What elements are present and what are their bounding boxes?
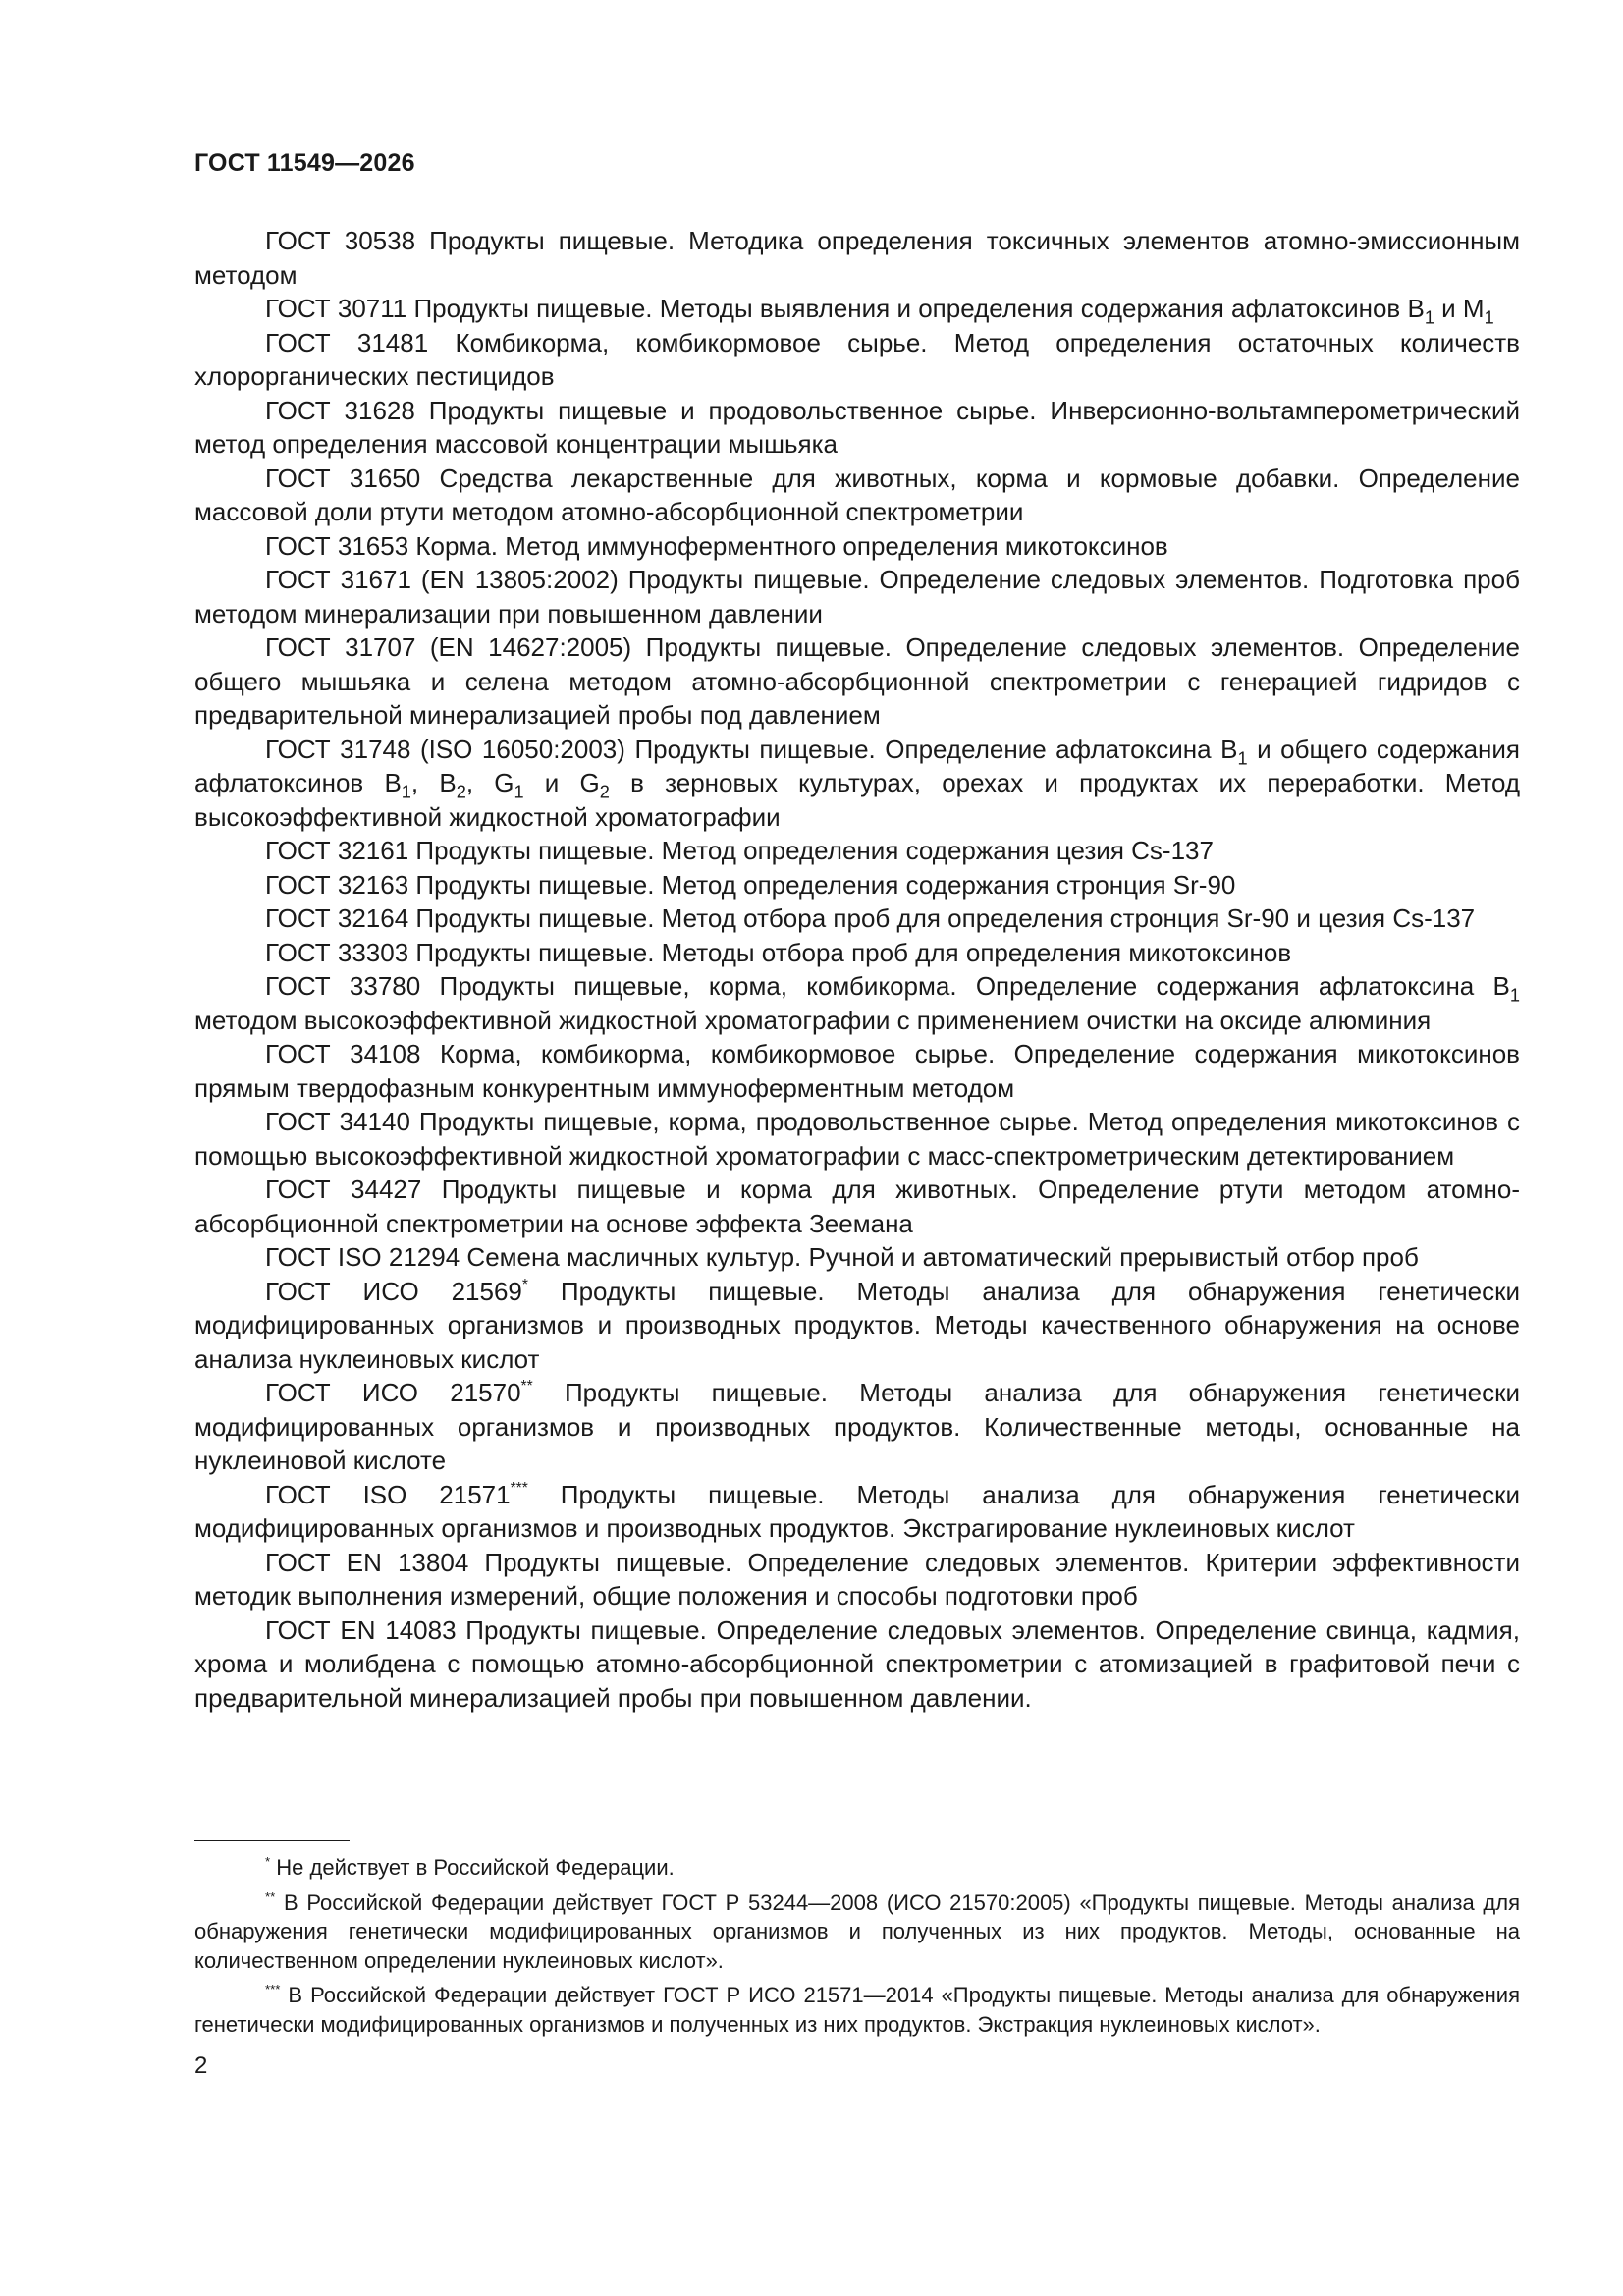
reference-code: ГОСТ 32163 bbox=[265, 869, 409, 900]
reference-code: ГОСТ 31628 bbox=[265, 395, 415, 425]
footnote-text: Не действует в Российской Федерации. bbox=[276, 1855, 675, 1880]
reference-entry bbox=[194, 326, 1520, 394]
page-number: 2 bbox=[194, 2052, 208, 2079]
reference-code: ГОСТ 34427 bbox=[265, 1175, 422, 1204]
reference-code: ГОСТ EN 14083 bbox=[265, 1614, 457, 1645]
reference-title: Продукты пищевые. Метод определения содержания стронция Sr-90 bbox=[415, 869, 1236, 900]
reference-code: ГОСТ 33303 bbox=[265, 937, 409, 967]
reference-title: Продукты пищевые. Методы анализа для обнаружения генетически модифицированных организмов и производных продуктов. Количественные методы, основанные на нуклеиновой кислоте bbox=[194, 1378, 1520, 1475]
reference-code: ГОСТ ИСО 21570 bbox=[265, 1378, 521, 1407]
reference-title: Продукты пищевые. Метод отбора проб для определения стронция Sr-90 и цезия Cs-137 bbox=[415, 903, 1476, 933]
reference-code: ГОСТ 32164 bbox=[265, 903, 409, 933]
reference-code: ГОСТ EN 13804 bbox=[265, 1547, 469, 1577]
reference-entry bbox=[194, 936, 1520, 970]
reference-entry bbox=[194, 1613, 1520, 1716]
reference-title-part: , G bbox=[465, 768, 514, 797]
reference-code: ГОСТ ISO 21571 bbox=[265, 1479, 511, 1509]
reference-title: Продукты пищевые, корма, продовольственное сырье. Метод определения микотоксинов с помощью высокоэффективной жидкостной хроматографии с масс-спектрометрическим детектированием bbox=[194, 1107, 1520, 1171]
reference-code: ГОСТ 34140 bbox=[265, 1107, 410, 1136]
subscript: 1 bbox=[1424, 307, 1434, 328]
footnote-mark: ** bbox=[520, 1378, 533, 1395]
reference-title-part: методом высокоэффективной жидкостной хроматографии с применением очистки на оксиде алюминия bbox=[194, 1005, 1432, 1035]
reference-entry bbox=[194, 969, 1520, 1037]
reference-title: Продукты пищевые. Метод определения содержания цезия Cs-137 bbox=[415, 836, 1214, 865]
reference-title-part: , B bbox=[410, 768, 457, 797]
reference-code: ГОСТ 34108 bbox=[265, 1039, 421, 1068]
reference-title: Продукты пищевые. Определение следовых элементов. Определение свинца, кадмия, хрома и молибдена с помощью атомно-абсорбционной спектрометрии с атомизацией в графитовой печи с предварительной минерализацией пробы при повышенном давлении. bbox=[194, 1614, 1520, 1713]
reference-entry bbox=[194, 1275, 1520, 1377]
reference-code: ГОСТ 32161 bbox=[265, 836, 409, 865]
reference-title-part: и общего содержания афлатоксинов B bbox=[194, 734, 1521, 797]
reference-entry bbox=[194, 462, 1520, 529]
reference-title: Продукты пищевые. Определение афлатоксина B bbox=[634, 734, 1238, 764]
subscript: 1 bbox=[401, 782, 411, 802]
reference-title: Продукты пищевые и продовольственное сырье. Инверсионно-вольтамперометрический метод определения массовой концентрации мышьяка bbox=[194, 395, 1521, 459]
reference-entry bbox=[194, 1037, 1520, 1105]
reference-title-part: и G bbox=[523, 768, 600, 797]
reference-entry bbox=[194, 1376, 1520, 1478]
footnote bbox=[194, 1981, 1520, 2039]
reference-entry bbox=[194, 563, 1520, 630]
footnote bbox=[194, 1853, 1520, 1883]
footnote-mark: *** bbox=[265, 1981, 281, 1996]
subscript: 1 bbox=[1237, 747, 1248, 768]
reference-code: ГОСТ ISO 21294 bbox=[265, 1242, 460, 1272]
reference-title-part: в зерновых культурах, орехах и продуктах их переработки. Метод высокоэффективной жидкостной хроматографии bbox=[194, 768, 1521, 832]
subscript: 2 bbox=[599, 782, 610, 802]
reference-title: Продукты пищевые, корма, комбикорма. Определение содержания афлатоксина B bbox=[439, 971, 1510, 1001]
reference-title: Продукты пищевые. Методы анализа для обнаружения генетически модифицированных организмов и производных продуктов. Экстрагирование нуклеиновых кислот bbox=[194, 1479, 1520, 1543]
reference-entry bbox=[194, 834, 1520, 868]
reference-title: Продукты пищевые. Определение следовых элементов. Подготовка проб методом минерализации при повышенном давлении bbox=[194, 565, 1520, 629]
reference-title: Продукты пищевые и корма для животных. Определение ртути методом атомно-абсорбционной спектрометрии на основе эффекта Зеемана bbox=[194, 1175, 1520, 1238]
footnote-separator bbox=[194, 1840, 350, 1841]
reference-title: Корма, комбикорма, комбикормовое сырье. Определение содержания микотоксинов прямым твердофазным конкурентным иммуноферментным методом bbox=[194, 1039, 1520, 1103]
document-code-header: ГОСТ 11549—2026 bbox=[194, 149, 415, 177]
reference-title-part: и M bbox=[1434, 294, 1485, 323]
reference-entry bbox=[194, 1240, 1520, 1275]
normative-references-list bbox=[194, 224, 1520, 1715]
reference-title: Продукты пищевые. Определение следовых элементов. Критерии эффективности методик выполнения измерений, общие положения и способы подготовки проб bbox=[194, 1547, 1520, 1611]
footnote-mark: * bbox=[521, 1276, 528, 1293]
reference-entry bbox=[194, 902, 1520, 936]
reference-code: ГОСТ 31481 bbox=[265, 327, 429, 357]
reference-code: ГОСТ 30711 bbox=[265, 294, 407, 323]
reference-entry bbox=[194, 394, 1520, 462]
reference-code: ГОСТ 31748 (ISO 16050:2003) bbox=[265, 734, 625, 764]
subscript: 2 bbox=[456, 782, 466, 802]
footnote-mark: * bbox=[265, 1853, 271, 1869]
reference-code: ГОСТ ИСО 21569 bbox=[265, 1276, 522, 1306]
reference-code: ГОСТ 31653 bbox=[265, 530, 409, 561]
footnote-mark: *** bbox=[510, 1479, 528, 1497]
reference-title: Комбикорма, комбикормовое сырье. Метод определения остаточных количеств хлорорганических пестицидов bbox=[194, 327, 1520, 391]
reference-entry bbox=[194, 630, 1520, 733]
reference-title: Средства лекарственные для животных, корма и кормовые добавки. Определение массовой доли ртути методом атомно-абсорбционной спектрометрии bbox=[194, 463, 1520, 526]
subscript: 1 bbox=[1484, 307, 1494, 328]
footnote-text: В Российской Федерации действует ГОСТ Р ИСО 21571—2014 «Продукты пищевые. Методы анализа для обнаружения генетически модифицированных организмов и полученных из них продуктов. Экстракция нуклеиновых кислот». bbox=[194, 1983, 1520, 2037]
reference-entry bbox=[194, 1546, 1520, 1613]
reference-title: Продукты пищевые. Методы анализа для обнаружения генетически модифицированных организмов и производных продуктов. Методы качественного обнаружения на основе анализа нуклеиновых кислот bbox=[194, 1276, 1520, 1374]
subscript: 1 bbox=[514, 782, 524, 802]
reference-code: ГОСТ 33780 bbox=[265, 971, 421, 1001]
reference-code: ГОСТ 31650 bbox=[265, 463, 421, 493]
reference-entry bbox=[194, 224, 1520, 292]
reference-code: ГОСТ 31707 (EN 14627:2005) bbox=[265, 632, 632, 662]
reference-entry bbox=[194, 1173, 1520, 1240]
reference-entry bbox=[194, 1105, 1520, 1173]
reference-title: Продукты пищевые. Методика определения токсичных элементов атомно-эмиссионным методом bbox=[194, 226, 1520, 290]
reference-title: Продукты пищевые. Методы отбора проб для определения микотоксинов bbox=[415, 937, 1292, 967]
reference-entry bbox=[194, 868, 1520, 902]
reference-code: ГОСТ 30538 bbox=[265, 226, 416, 255]
reference-entry bbox=[194, 733, 1520, 835]
footnote-text: В Российской Федерации действует ГОСТ Р 53244—2008 (ИСО 21570:2005) «Продукты пищевые. Методы анализа для обнаружения генетически модифицированных организмов и полученных из них продуктов. Методы, основанные на количественном определении нуклеиновых кислот». bbox=[194, 1889, 1520, 1973]
reference-title: Семена масличных культур. Ручной и автоматический прерывистый отбор проб bbox=[466, 1242, 1419, 1272]
reference-entry bbox=[194, 1478, 1520, 1546]
reference-entry bbox=[194, 529, 1520, 564]
reference-title: Продукты пищевые. Методы выявления и определения содержания афлатоксинов B bbox=[413, 294, 1425, 323]
reference-title: Продукты пищевые. Определение следовых элементов. Определение общего мышьяка и селена методом атомно-абсорбционной спектрометрии с генерацией гидридов с предварительной минерализацией пробы под давлением bbox=[194, 632, 1520, 730]
footnote-mark: ** bbox=[265, 1888, 276, 1904]
subscript: 1 bbox=[1509, 985, 1520, 1006]
footnotes bbox=[194, 1853, 1520, 2045]
reference-entry bbox=[194, 292, 1520, 326]
reference-code: ГОСТ 31671 (EN 13805:2002) bbox=[265, 565, 619, 594]
footnote bbox=[194, 1888, 1520, 1976]
reference-title: Корма. Метод иммуноферментного определения микотоксинов bbox=[415, 530, 1168, 561]
